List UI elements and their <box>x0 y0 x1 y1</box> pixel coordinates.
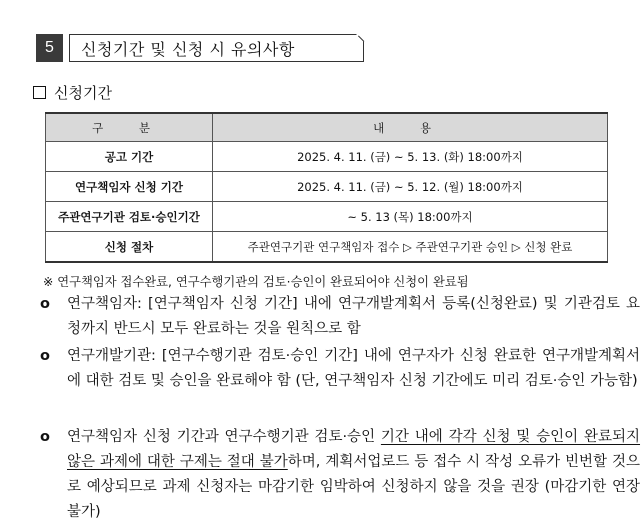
table-row <box>46 232 608 263</box>
row-label: 연구책임자 신청 기간 <box>46 172 213 202</box>
bullet-text: 연구책임자: [연구책임자 신청 기간] 내에 연구개발계획서 등록(신청완료) 및 기관검토 요청까지 반드시 모두 완료하는 것을 원칙으로 함 <box>67 296 640 337</box>
row-label: 신청 절차 <box>46 232 213 263</box>
row-value: 주관연구기관 연구책임자 접수 ▷ 주관연구기관 승인 ▷ 신청 완료 <box>213 232 608 263</box>
circle-bullet-icon: o <box>40 429 50 445</box>
section-header <box>36 34 364 62</box>
table-row <box>46 202 608 232</box>
row-label: 공고 기간 <box>46 142 213 172</box>
table-row <box>46 172 608 202</box>
bullet-text: 연구개발기관: [연구수행기관 검토·승인 기간] 내에 연구자가 신청 완료한 연구개발계획서에 대한 검토 및 승인을 완료해야 함 (단, 연구책임자 신청 기간에도 미리 검토·승인 가능함) <box>67 348 640 389</box>
table-header-content: 내 용 <box>213 113 608 142</box>
bullet-text-after: 하며, 계획서업로드 등 접수 시 작성 오류가 빈번할 것으로 예상되므로 과제 신청자는 마감기한 임박하여 신청하지 않을 것을 권장 (마감기한 연장 불가) <box>67 454 640 520</box>
section-number: 5 <box>36 34 63 62</box>
section-title: 신청기간 및 신청 시 유의사항 <box>81 39 295 59</box>
bullet-item-institution <box>40 344 640 394</box>
table-note: ※ 연구책임자 접수완료, 연구수행기관의 검토·승인이 완료되어야 신청이 완료됨 <box>43 275 469 289</box>
square-bullet-icon <box>33 86 46 99</box>
table-header-row <box>46 113 608 142</box>
row-value: 2025. 4. 11. (금) ~ 5. 12. (월) 18:00까지 <box>213 172 608 202</box>
circle-bullet-icon: o <box>40 296 50 312</box>
bullet-text-underlined: 기간 내에 각각 신청 및 승인이 완료되지 않은 과제에 대한 구제는 절대 불가 <box>67 429 641 470</box>
table-row <box>46 142 608 172</box>
subsection-header <box>33 82 112 103</box>
section-title-box <box>69 34 364 62</box>
bullet-text <box>67 425 640 525</box>
row-label: 주관연구기관 검토·승인기간 <box>46 202 213 232</box>
table-header-category: 구 분 <box>46 113 213 142</box>
subsection-title: 신청기간 <box>54 84 112 102</box>
row-value: ~ 5. 13 (목) 18:00까지 <box>213 202 608 232</box>
bullet-item-warning <box>40 425 640 525</box>
application-period-table <box>45 112 608 263</box>
row-value: 2025. 4. 11. (금) ~ 5. 13. (화) 18:00까지 <box>213 142 608 172</box>
bullet-item-researcher <box>40 292 640 342</box>
circle-bullet-icon: o <box>40 348 50 364</box>
bullet-text-before: 연구책임자 신청 기간과 연구수행기관 검토·승인 <box>67 429 381 445</box>
